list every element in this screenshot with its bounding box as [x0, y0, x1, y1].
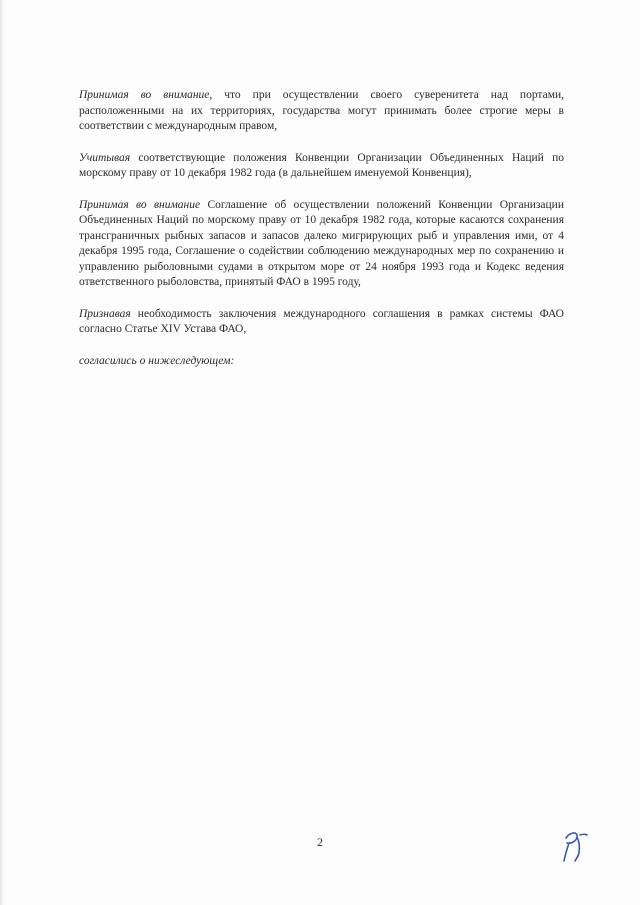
- paragraph-lead: Признавая: [79, 307, 131, 320]
- preamble-paragraph: [79, 88, 564, 135]
- preamble-paragraph: [79, 151, 564, 182]
- page-number: 2: [317, 835, 323, 849]
- handwritten-initials-icon: [556, 826, 590, 866]
- document-body: [79, 88, 564, 369]
- paragraph-text: соответствующие положения Конвенции Организации Объединенных Наций по морскому праву от 10 декабря 1982 года (в дальнейшем именуемой Конвенция),: [79, 151, 564, 179]
- preamble-paragraph: [79, 198, 564, 291]
- paragraph-text: , что при осуществлении своего суверенитета над портами, расположенными на их территориях, государства могут принимать более строгие меры в соответствии с международным правом,: [79, 89, 564, 132]
- paragraph-lead: Принимая во внимание: [79, 198, 201, 211]
- closing-phrase: согласились о нижеследующем:: [79, 354, 235, 367]
- preamble-paragraph: [79, 307, 564, 338]
- paragraph-text: необходимость заключения международного соглашения в рамках системы ФАО согласно Статье XIV Устава ФАО,: [79, 307, 564, 335]
- paragraph-text: Соглашение об осуществлении положений Конвенции Организации Объединенных Наций по морскому праву от 10 декабря 1982 года, которые касаются сохранения трансграничных рыбных запасов и запасов далеко мигрирующих рыб и управления ими, от 4 декабря 1995 года, Соглашение о содействии соблюдению международных мер по сохранению и управлению рыболовными судами в открытом море от 24 ноября 1993 года и Кодекс ведения ответственного рыболовства, принятый ФАО в 1995 году,: [79, 198, 564, 288]
- paragraph-lead: Учитывая: [79, 151, 131, 164]
- paragraph-lead: Принимая во внимание: [79, 89, 210, 101]
